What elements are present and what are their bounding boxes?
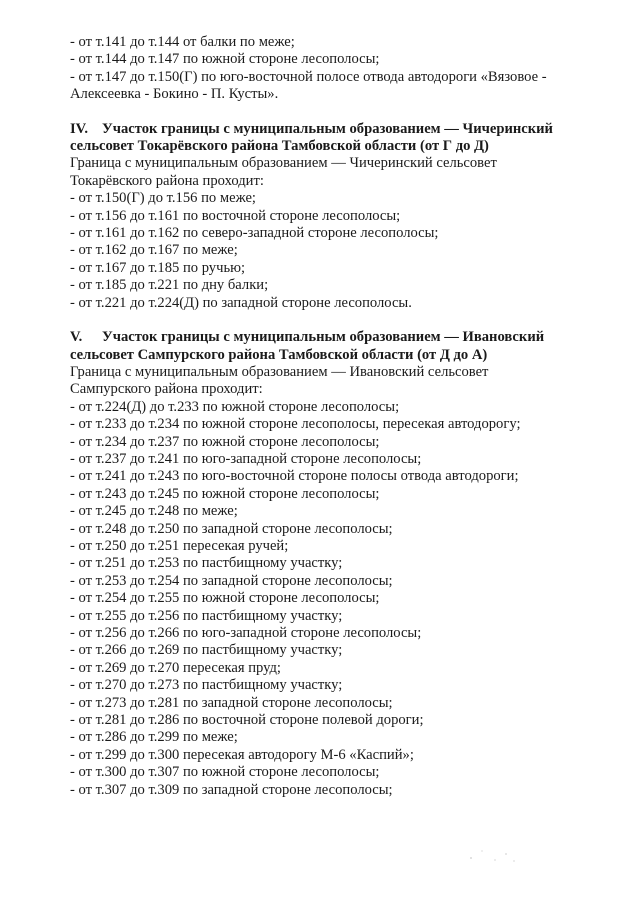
section-4-number: IV. — [70, 120, 88, 137]
section-4-items — [70, 190, 590, 312]
section-5-items — [70, 399, 590, 799]
list-item: - от т.281 до т.286 по восточной стороне полевой дороги; — [70, 712, 424, 729]
list-item: - от т.299 до т.300 пересекая автодорогу М-6 «Каспий»; — [70, 746, 414, 763]
spacer — [70, 104, 590, 121]
intro-line: - от т.147 до т.150(Г) по юго-восточной полосе отвода автодороги «Вязовое - — [70, 68, 547, 85]
list-item: - от т.251 до т.253 по пастбищному участку; — [70, 555, 343, 572]
section-4-heading-line1: Участок границы с муниципальным образованием — Чичеринский — [102, 120, 553, 137]
list-item: - от т.167 до т.185 по ручью; — [70, 259, 246, 276]
list-item: - от т.250 до т.251 пересекая ручей; — [70, 537, 289, 554]
list-item: - от т.243 до т.245 по южной стороне лесополосы; — [70, 485, 380, 502]
list-item: - от т.185 до т.221 по дну балки; — [70, 277, 269, 294]
list-item: - от т.269 до т.270 пересекая пруд; — [70, 659, 281, 676]
section-5-description: Граница с муниципальным образованием — Ивановский сельсовет — [70, 363, 489, 380]
section-5-heading-line1: Участок границы с муниципальным образованием — Ивановский — [102, 329, 545, 346]
list-item: - от т.162 до т.167 по меже; — [70, 242, 238, 259]
list-item: - от т.307 до т.309 по западной стороне лесополосы; — [70, 781, 393, 798]
intro-line: Алексеевка - Бокино - П. Кусты». — [70, 86, 279, 103]
section-4-description: Граница с муниципальным образованием — Чичеринский сельсовет — [70, 155, 497, 172]
section-5-number: V. — [70, 329, 83, 346]
document-body — [70, 34, 590, 799]
list-item: - от т.237 до т.241 по юго-западной стороне лесополосы; — [70, 450, 422, 467]
list-item: - от т.248 до т.250 по западной стороне лесополосы; — [70, 520, 393, 537]
list-item: - от т.221 до т.224(Д) по западной стороне лесополосы. — [70, 294, 412, 311]
list-item: - от т.286 до т.299 по меже; — [70, 729, 238, 746]
section-5-description: Сампурского района проходит: — [70, 381, 263, 398]
list-item: - от т.241 до т.243 по юго-восточной стороне полосы отвода автодороги; — [70, 468, 519, 485]
list-item: - от т.234 до т.237 по южной стороне лесополосы; — [70, 433, 380, 450]
section-4-heading — [70, 121, 590, 138]
list-item: - от т.255 до т.256 по пастбищному участку; — [70, 607, 343, 624]
list-item: - от т.161 до т.162 по северо-западной стороне лесополосы; — [70, 225, 439, 242]
section-4-description: Токарёвского района проходит: — [70, 172, 264, 189]
scan-specks — [468, 846, 518, 866]
section-5-heading — [70, 329, 590, 346]
section-5-heading-line2: сельсовет Сампурского района Тамбовской области (от Д до А) — [70, 346, 488, 363]
list-item: - от т.273 до т.281 по западной стороне лесополосы; — [70, 694, 393, 711]
list-item: - от т.254 до т.255 по южной стороне лесополосы; — [70, 590, 380, 607]
list-item: - от т.245 до т.248 по меже; — [70, 503, 238, 520]
list-item: - от т.224(Д) до т.233 по южной стороне лесополосы; — [70, 398, 400, 415]
list-item: - от т.156 до т.161 по восточной стороне лесополосы; — [70, 207, 401, 224]
list-item: - от т.253 до т.254 по западной стороне лесополосы; — [70, 572, 393, 589]
list-item: - от т.270 до т.273 по пастбищному участку; — [70, 677, 343, 694]
intro-line: - от т.141 до т.144 от балки по меже; — [70, 34, 295, 50]
spacer — [70, 312, 590, 329]
list-item: - от т.266 до т.269 по пастбищному участку; — [70, 642, 343, 659]
list-item: - от т.300 до т.307 по южной стороне лесополосы; — [70, 764, 380, 781]
list-item: - от т.256 до т.266 по юго-западной стороне лесополосы; — [70, 625, 422, 641]
list-item: - от т.233 до т.234 по южной стороне лесополосы, пересекая автодорогу; — [70, 416, 521, 433]
list-item: - от т.150(Г) до т.156 по меже; — [70, 190, 256, 207]
section-4-heading-line2: сельсовет Токарёвского района Тамбовской области (от Г до Д) — [70, 138, 489, 155]
intro-line: - от т.144 до т.147 по южной стороне лесополосы; — [70, 51, 380, 68]
